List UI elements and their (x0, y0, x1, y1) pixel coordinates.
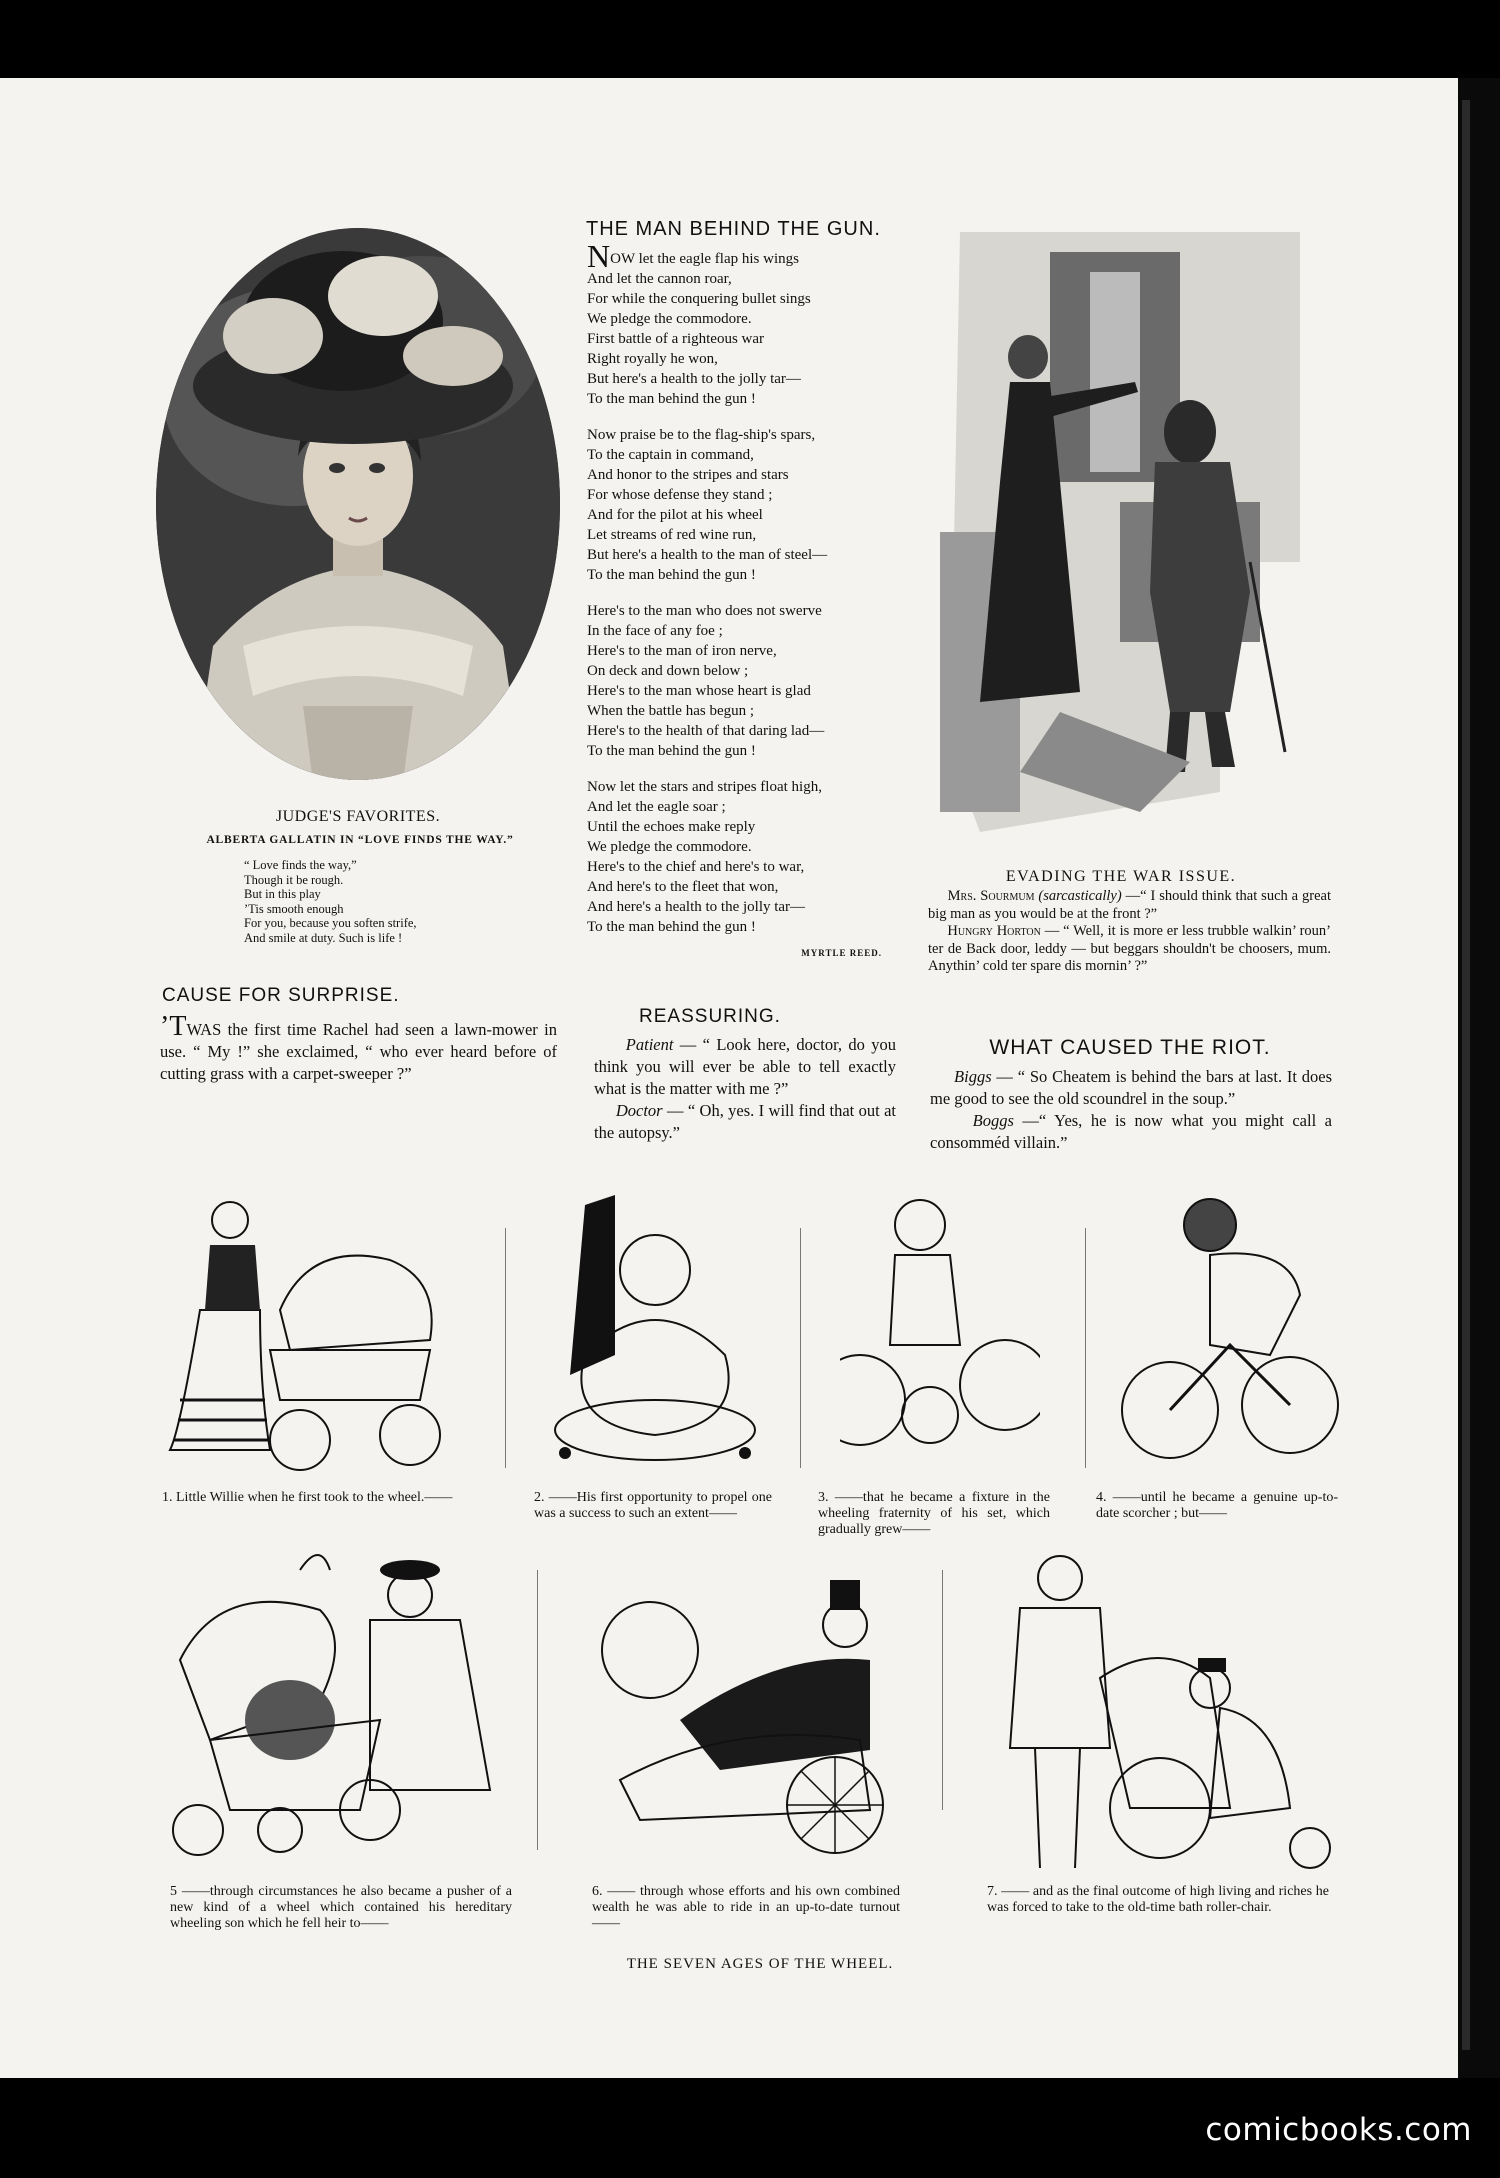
reassuring-text (594, 1034, 896, 1144)
wheel-title: THE SEVEN AGES OF THE WHEEL. (626, 1956, 894, 1972)
wheel-panel-5 (170, 1540, 510, 1870)
reassuring-line-1: — “ Look here, doctor, do you think you will ever be able to tell exactly what is the matter with me ?” (594, 1035, 896, 1098)
poem-stanza-1: And let the cannon roar, For while the conquering bullet sings We pledge the commodore. First battle of a righteous war Right royally he won, But here's a health to the jolly tar— To the man behind the gun ! (587, 271, 811, 407)
wheel-panel-6 (580, 1550, 890, 1860)
poem-first-line: OW let the eagle flap his wings (610, 251, 799, 267)
war-issue-title: EVADING THE WAR ISSUE. (1005, 868, 1237, 885)
poem-dropcap: N (587, 238, 611, 274)
war-issue-illustration (940, 232, 1300, 852)
war-line-2: — “ Well, it is more er less trubble walkin’ roun’ ter de Back door, leddy — but beggars shouldn't be choosers, mum. Anythin’ cold ter spare dis mornin’ ?” (928, 923, 1331, 974)
war-speaker-2: Hungry Horton (947, 923, 1041, 939)
reassuring-line-2: — “ Oh, yes. I will find that out at the autopsy.” (594, 1101, 896, 1142)
wheel-caption-6: 6. —— through whose efforts and his own combined wealth he was able to ride in an up-to-date turnout—— (592, 1884, 900, 1931)
portrait-heading: JUDGE'S FAVORITES. (275, 808, 441, 825)
portrait-verse: “ Love finds the way,” Though it be rough. But in this play ’Tis smooth enough For you, because you soften strife, And smile at duty. Such is life ! (244, 858, 417, 945)
riot-text (930, 1066, 1332, 1154)
wheel-panel-2 (545, 1195, 765, 1465)
panel-divider (800, 1228, 801, 1468)
war-line-1: —“ I should think that such a great big man as you would be at the front ?” (928, 888, 1332, 922)
wheel-panel-3 (840, 1185, 1040, 1465)
reassuring-speaker-1: Patient (625, 1035, 674, 1054)
panel-divider (1085, 1228, 1086, 1468)
riot-line-2: —“ Yes, he is now what you might call a consomméd villain.” (930, 1111, 1333, 1152)
wheel-panel-1 (160, 1150, 460, 1480)
reassuring-speaker-2: Doctor (615, 1101, 663, 1120)
poem-author: MYRTLE REED. (801, 948, 882, 958)
riot-title: WHAT CAUSED THE RIOT. (989, 1036, 1271, 1059)
wheel-caption-3: 3. ——that he became a fixture in the wheeling fraternity of his set, which gradually grew—— (818, 1490, 1050, 1537)
panel-divider (942, 1570, 943, 1810)
war-speaker-1: Mrs. Sourmum (947, 888, 1035, 904)
surprise-title: CAUSE FOR SURPRISE. (162, 985, 400, 1006)
wheel-caption-1: 1. Little Willie when he first took to the wheel.—— (162, 1490, 453, 1505)
wheel-caption-2: 2. ——His first opportunity to propel one was a success to such an extent—— (534, 1490, 772, 1521)
riot-speaker-1: Biggs (954, 1067, 992, 1086)
riot-line-1: — “ So Cheatem is behind the bars at last. It does me good to see the old scoundrel in the soup.” (930, 1067, 1332, 1108)
surprise-body: WAS the first time Rachel had seen a lawn-mower in use. “ My !” she exclaimed, “ who ever heard before of cutting grass with a carpet-sweeper ?” (160, 1020, 557, 1083)
wheel-caption-4: 4. ——until he became a genuine up-to-date scorcher ; but—— (1096, 1490, 1338, 1521)
page-binding-line (1462, 100, 1470, 2050)
wheel-caption-5: 5 ——through circumstances he also became a pusher of a new kind of a wheel which contained his hereditary wheeling son which he fell heir to—— (170, 1884, 512, 1931)
poem-body (587, 238, 927, 937)
poem-stanza-2: Now praise be to the flag-ship's spars, To the captain in command, And honor to the stripes and stars For whose defense they stand ; And for the pilot at his wheel Let streams of red wine run, But here's a health to the man of steel— To the man behind the gun ! (587, 427, 828, 583)
poem-stanza-4: Now let the stars and stripes float high, And let the eagle soar ; Until the echoes make reply We pledge the commodore. Here's to the chief and here's to war, And here's to the fleet that won, And here's a health to the jolly tar— To the man behind the gun ! (587, 779, 822, 935)
panel-divider (537, 1570, 538, 1850)
poem-stanza-3: Here's to the man who does not swerve In the face of any foe ; Here's to the man of iron nerve, On deck and down below ; Here's to the man whose heart is glad When the battle has begun ; Here's to the health of that daring lad— To the man behind the gun ! (587, 603, 825, 759)
portrait-subheading: ALBERTA GALLATIN IN “LOVE FINDS THE WAY.” (206, 834, 514, 846)
portrait-illustration (153, 226, 563, 782)
war-stage-direction: (sarcastically) (1038, 888, 1122, 904)
site-watermark: comicbooks.com (1205, 2112, 1472, 2148)
surprise-text (160, 1011, 557, 1085)
riot-speaker-2: Boggs (972, 1111, 1014, 1130)
wheel-caption-7: 7. —— and as the final outcome of high living and riches he was forced to take to the old-time bath roller-chair. (987, 1884, 1329, 1915)
wheel-panel-7 (980, 1548, 1340, 1888)
panel-divider (505, 1228, 506, 1468)
war-issue-text (928, 888, 1331, 976)
wheel-panel-4 (1120, 1185, 1340, 1475)
reassuring-title: REASSURING. (639, 1006, 781, 1027)
poem-title: THE MAN BEHIND THE GUN. (586, 218, 881, 240)
surprise-dropcap: ’T (160, 1011, 187, 1042)
